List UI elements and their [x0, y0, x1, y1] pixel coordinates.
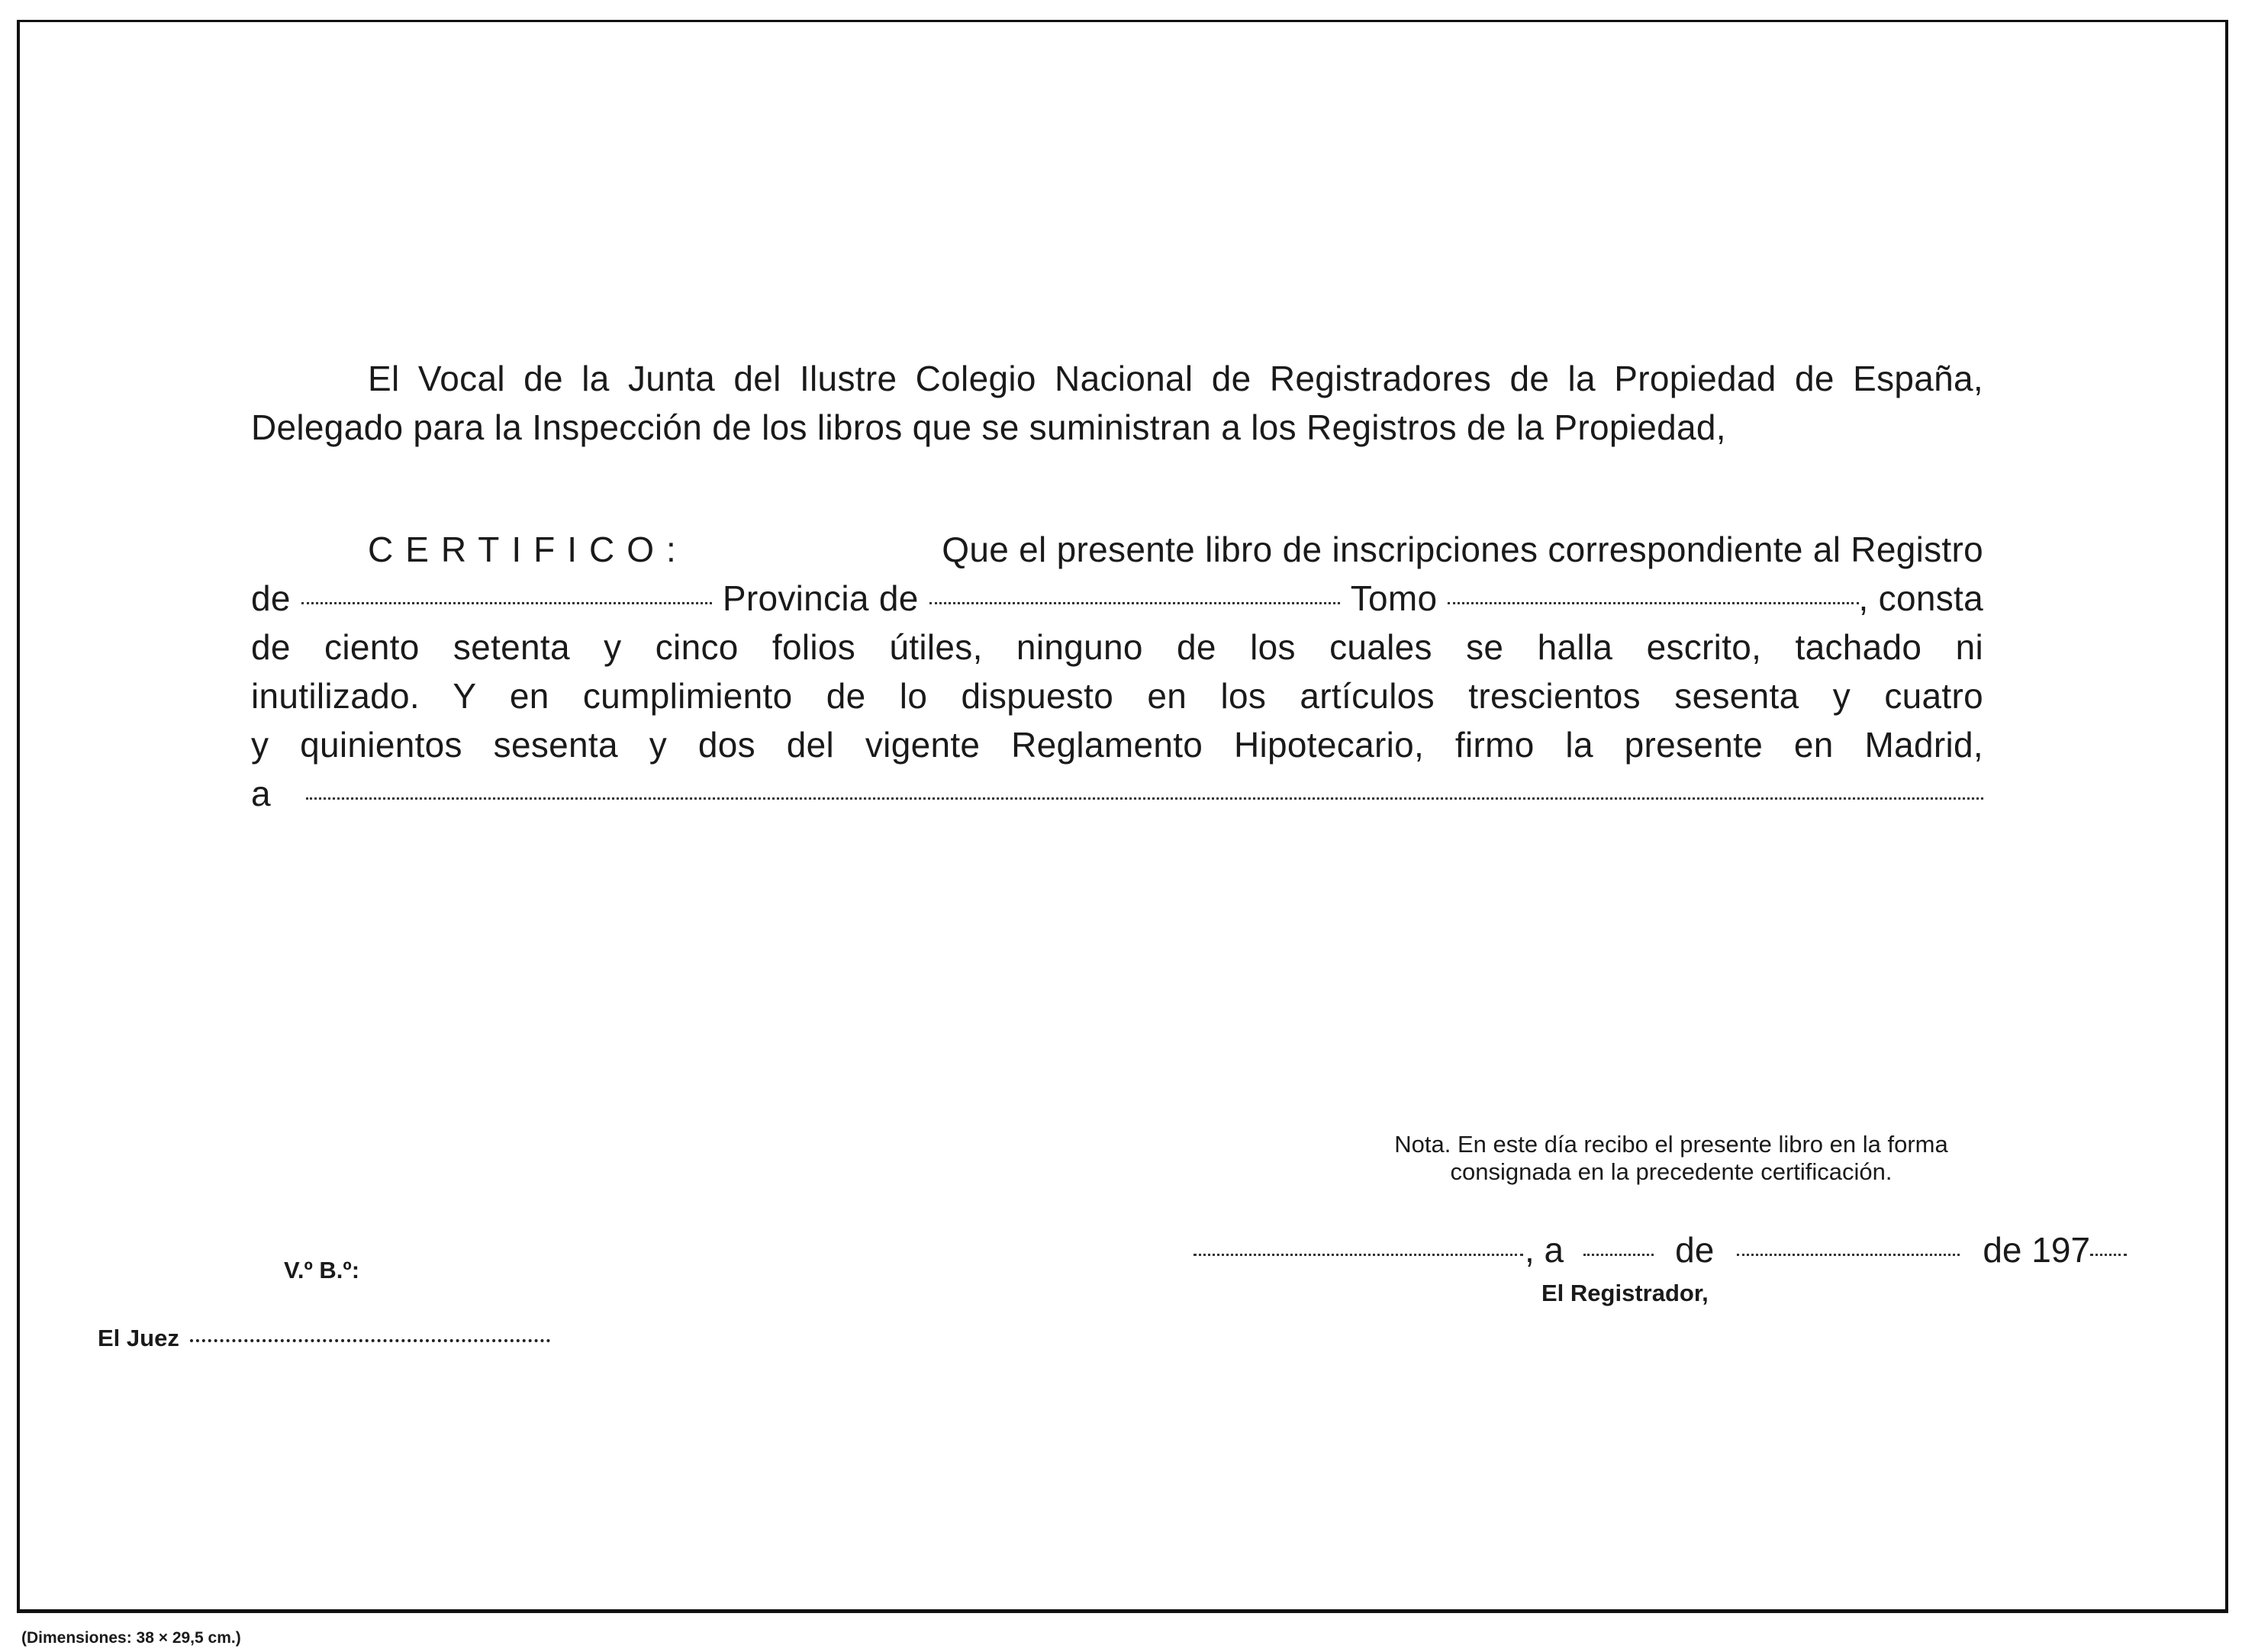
month-blank[interactable] [1737, 1254, 1960, 1256]
cert-line-4-text: inutilizado. Y en cumplimiento de lo dispuesto en los artículos trescientos sesenta y cuatro [251, 676, 1983, 716]
receipt-a-label: , a [1525, 1230, 1564, 1270]
intro-paragraph [251, 354, 1983, 452]
visto-bueno-label: V.º B.º: [284, 1257, 360, 1283]
registro-blank[interactable] [301, 602, 712, 604]
intro-text: El Vocal de la Junta del Ilustre Colegio Nacional de Registradores de la Propiedad de España, Delegado para la Inspección de los libros que se suministran a los Registros de la Propiedad, [251, 359, 1983, 447]
note-line-1: Nota. En este día recibo el presente libro en la forma [1394, 1131, 1948, 1158]
juez-signature-line [98, 1325, 550, 1352]
note-line-2: consignada en la precedente certificación. [1450, 1158, 1892, 1185]
juez-blank[interactable] [190, 1339, 550, 1342]
receipt-de-label: de [1675, 1230, 1715, 1270]
cert-line-3-text: de ciento setenta y cinco folios útiles, ninguno de los cuales se halla escrito, tachado ni [251, 627, 1983, 667]
cert-line-1-text: Que el presente libro de inscripciones correspondiente al Registro [942, 530, 1983, 569]
dimensions-note: (Dimensiones: 38 × 29,5 cm.) [21, 1629, 241, 1647]
registro-de-label: de [251, 578, 291, 618]
receipt-note [1313, 1131, 2030, 1186]
cert-line-6 [251, 769, 1983, 818]
date-a-label: a [251, 774, 271, 813]
cert-line-1 [251, 525, 1983, 574]
consta-label: , consta [1858, 578, 1983, 618]
certification-paragraph [251, 525, 1983, 818]
receipt-year-label: de 197 [1983, 1230, 2091, 1270]
receipt-date-line [1193, 1225, 2144, 1274]
cert-line-5 [251, 720, 1983, 769]
provincia-blank[interactable] [929, 602, 1340, 604]
tomo-label: Tomo [1350, 578, 1438, 618]
year-blank[interactable] [2090, 1254, 2127, 1256]
tomo-blank[interactable] [1448, 602, 1858, 604]
provincia-label: Provincia de [722, 578, 919, 618]
day-blank[interactable] [1583, 1254, 1654, 1256]
registrador-signature-label: El Registrador, [1541, 1280, 1709, 1306]
certificate-date-blank[interactable] [306, 797, 1983, 800]
cert-line-4 [251, 671, 1983, 720]
cert-line-3 [251, 623, 1983, 671]
certifico-label: CERTIFICO: [368, 530, 688, 569]
cert-line-5-text: y quinientos sesenta y dos del vigente Reglamento Hipotecario, firmo la presente en Madrid, [251, 725, 1983, 765]
juez-label: El Juez [98, 1325, 179, 1351]
place-blank[interactable] [1193, 1254, 1523, 1256]
cert-line-2 [251, 574, 1983, 623]
